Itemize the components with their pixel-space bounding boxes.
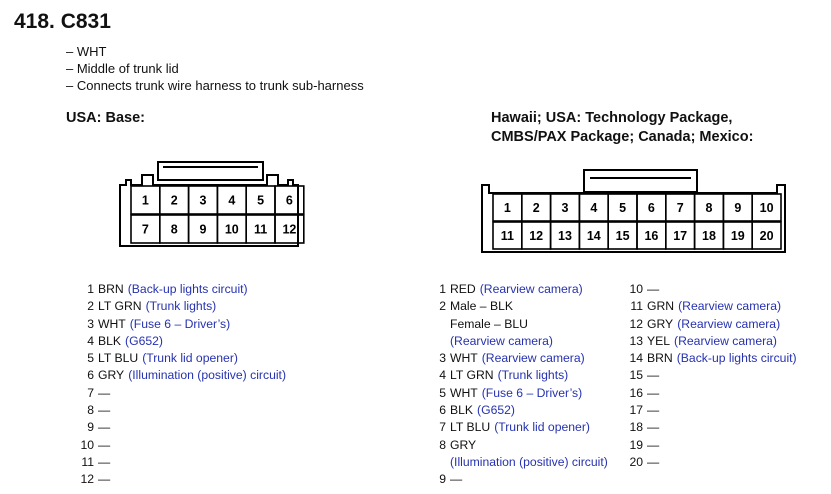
pin-list-tech-right [625, 281, 797, 471]
section-heading-tech-line2: CMBS/PAX Package; Canada; Mexico: [491, 129, 754, 145]
pin-row [76, 281, 286, 298]
wire-color: GRY [647, 316, 674, 331]
wire-color: — [647, 282, 660, 296]
pin-list-tech-left [428, 281, 608, 489]
wire-color: — [98, 420, 111, 435]
circuit-description: (Trunk lights) [497, 368, 569, 383]
pin-row [428, 471, 608, 488]
pin-number: 5 [439, 385, 446, 400]
connector-lock-tab [158, 162, 263, 180]
pin-number-label: 15 [615, 229, 630, 243]
wire-color: WHT [98, 316, 126, 331]
pin-row [428, 350, 608, 367]
pin-number-label: 17 [673, 229, 688, 243]
wire-color: — [98, 385, 111, 400]
circuit-description: (Rearview camera) [674, 333, 777, 348]
wire-color: LT BLU [450, 420, 491, 435]
wire-color: GRY [98, 368, 125, 383]
pin-row [625, 350, 797, 367]
pin-row [428, 402, 608, 419]
circuit-description: (Illumination (positive) circuit) [450, 454, 608, 469]
wire-color: — [98, 437, 111, 452]
pin-number-label: 5 [619, 201, 627, 215]
circuit-description: (Illumination (positive) circuit) [128, 368, 287, 383]
pin-row [428, 419, 608, 436]
wire-color: LT GRN [98, 299, 142, 314]
wire-color: WHT [450, 351, 478, 366]
wire-color: Female – BLU [450, 316, 528, 331]
pin-number: 1 [87, 282, 94, 296]
circuit-description: (Back-up lights circuit) [676, 351, 797, 366]
connector-face-tech [474, 166, 794, 256]
connector-face-base [110, 158, 310, 248]
pin-number: 6 [439, 403, 446, 418]
wire-color: — [98, 454, 111, 469]
section-heading-tech-line1: Hawaii; USA: Technology Package, [491, 110, 733, 126]
pin-number-label: 11 [253, 222, 268, 237]
pin-number-label: 7 [676, 201, 684, 215]
circuit-description: (G652) [477, 403, 515, 418]
pin-row [76, 333, 286, 350]
connector-title: 418. C831 [14, 10, 111, 33]
pin-row [76, 298, 286, 315]
pin-row [76, 471, 286, 488]
pin-row [625, 437, 797, 454]
pin-row-continuation [428, 454, 608, 471]
pin-row [625, 402, 797, 419]
circuit-description: (Fuse 6 – Driver’s) [129, 316, 231, 331]
pin-row [76, 402, 286, 419]
pin-number: 2 [439, 299, 446, 314]
pin-number: 3 [87, 316, 94, 331]
pin-list-base [76, 281, 286, 489]
circuit-description: (Trunk lights) [145, 299, 217, 314]
pin-number: 9 [87, 420, 94, 435]
circuit-description: (G652) [125, 333, 163, 348]
wire-color: — [450, 472, 463, 487]
wire-color: GRY [450, 437, 477, 452]
pin-number-label: 2 [170, 193, 178, 208]
pin-number-label: 2 [532, 201, 540, 215]
pin-row [76, 437, 286, 454]
circuit-description: (Trunk lid opener) [142, 351, 238, 366]
wire-color: — [647, 368, 660, 383]
pin-number: 17 [629, 403, 643, 418]
circuit-description: (Rearview camera) [450, 333, 553, 348]
pin-number: 1 [439, 282, 446, 296]
note-color: – WHT [66, 44, 107, 59]
pin-row [76, 419, 286, 436]
pin-number: 7 [87, 385, 94, 400]
wire-color: — [647, 403, 660, 418]
wire-color: Male – BLK [450, 299, 514, 314]
pin-number: 12 [629, 316, 643, 331]
wire-color: — [647, 420, 660, 435]
pin-number: 14 [629, 351, 643, 366]
pin-number: 20 [629, 454, 643, 469]
pin-number-label: 6 [647, 201, 655, 215]
pin-number: 5 [87, 351, 94, 366]
pin-number-label: 8 [170, 222, 178, 237]
pin-number: 9 [439, 472, 446, 487]
pin-row [625, 385, 797, 402]
pin-number-label: 14 [586, 229, 601, 243]
pin-number: 15 [629, 368, 643, 383]
pin-number: 6 [87, 368, 94, 383]
pin-number-label: 9 [734, 201, 742, 215]
pin-number: 10 [80, 437, 94, 452]
pin-number-label: 10 [759, 201, 774, 215]
wire-color: LT GRN [450, 368, 494, 383]
pin-row [76, 454, 286, 471]
note-purpose: – Connects trunk wire harness to trunk sub-harness [66, 78, 364, 93]
pin-number: 8 [439, 437, 446, 452]
pin-row [76, 350, 286, 367]
pin-number: 3 [439, 351, 446, 366]
pin-row [76, 385, 286, 402]
pin-row [428, 367, 608, 384]
section-heading-base: USA: Base: [66, 110, 145, 126]
pin-number-label: 11 [500, 229, 515, 243]
pin-number-label: 8 [705, 201, 713, 215]
pin-number-label: 7 [141, 222, 149, 237]
pin-row-continuation [428, 333, 608, 350]
wire-color: BLK [450, 403, 474, 418]
pin-number: 7 [439, 420, 446, 435]
pin-number-label: 12 [529, 229, 544, 243]
pin-number-label: 9 [199, 222, 207, 237]
note-location: – Middle of trunk lid [66, 61, 179, 76]
pin-number-label: 18 [702, 229, 716, 243]
pin-number: 13 [629, 333, 643, 348]
wire-color: — [98, 403, 111, 418]
wire-color: LT BLU [98, 351, 139, 366]
wire-color: YEL [647, 333, 671, 348]
pin-number-label: 3 [561, 201, 569, 215]
pin-row [625, 367, 797, 384]
pin-number: 12 [80, 472, 94, 487]
pin-number: 19 [629, 437, 643, 452]
circuit-description: (Rearview camera) [479, 282, 583, 296]
pin-number: 11 [630, 299, 643, 314]
section-heading-tech [491, 109, 753, 147]
pin-number-label: 4 [228, 193, 236, 208]
connector-notes [66, 43, 364, 94]
pin-number-label: 6 [285, 193, 293, 208]
circuit-description: (Fuse 6 – Driver’s) [481, 385, 583, 400]
pin-row [428, 281, 608, 298]
circuit-description: (Rearview camera) [481, 351, 585, 366]
pin-number: 10 [629, 282, 643, 296]
pin-row [625, 316, 797, 333]
wire-color: — [98, 472, 111, 487]
pin-number-label: 13 [558, 229, 572, 243]
pin-number-label: 3 [199, 193, 207, 208]
pin-row-continuation [428, 316, 608, 333]
pin-number: 2 [87, 299, 94, 314]
pin-number-label: 16 [644, 229, 659, 243]
circuit-description: (Rearview camera) [678, 299, 782, 314]
pin-row [428, 298, 608, 315]
pin-row [76, 367, 286, 384]
pin-number-label: 19 [730, 229, 745, 243]
pin-row [428, 385, 608, 402]
pin-number: 4 [87, 333, 94, 348]
pin-number: 11 [81, 454, 94, 469]
pin-number-label: 1 [141, 193, 149, 208]
pin-row [428, 437, 608, 454]
wire-color: BRN [98, 282, 124, 296]
pin-row [625, 419, 797, 436]
pin-row [76, 316, 286, 333]
wire-color: — [647, 385, 660, 400]
pin-row [625, 281, 797, 298]
wire-color: BLK [98, 333, 122, 348]
pin-number: 16 [629, 385, 643, 400]
wire-color: WHT [450, 385, 478, 400]
pin-number: 4 [439, 368, 446, 383]
wire-color: GRN [647, 299, 675, 314]
wire-color: BRN [647, 351, 673, 366]
circuit-description: (Rearview camera) [677, 316, 781, 331]
circuit-description: (Back-up lights circuit) [127, 282, 248, 296]
pin-number-label: 1 [503, 201, 511, 215]
pin-number-label: 20 [759, 229, 774, 243]
pin-number: 8 [87, 403, 94, 418]
wire-color: — [647, 437, 660, 452]
pin-number: 18 [629, 420, 643, 435]
pin-number-label: 5 [257, 193, 265, 208]
pin-number-label: 12 [282, 222, 297, 237]
wire-color: RED [450, 282, 476, 296]
pin-row [625, 333, 797, 350]
circuit-description: (Trunk lid opener) [494, 420, 590, 435]
pin-row [625, 298, 797, 315]
wire-color: — [647, 454, 660, 469]
pin-row [625, 454, 797, 471]
connector-lock-tab [584, 170, 697, 192]
pin-number-label: 4 [590, 201, 598, 215]
pin-number-label: 10 [224, 222, 239, 237]
